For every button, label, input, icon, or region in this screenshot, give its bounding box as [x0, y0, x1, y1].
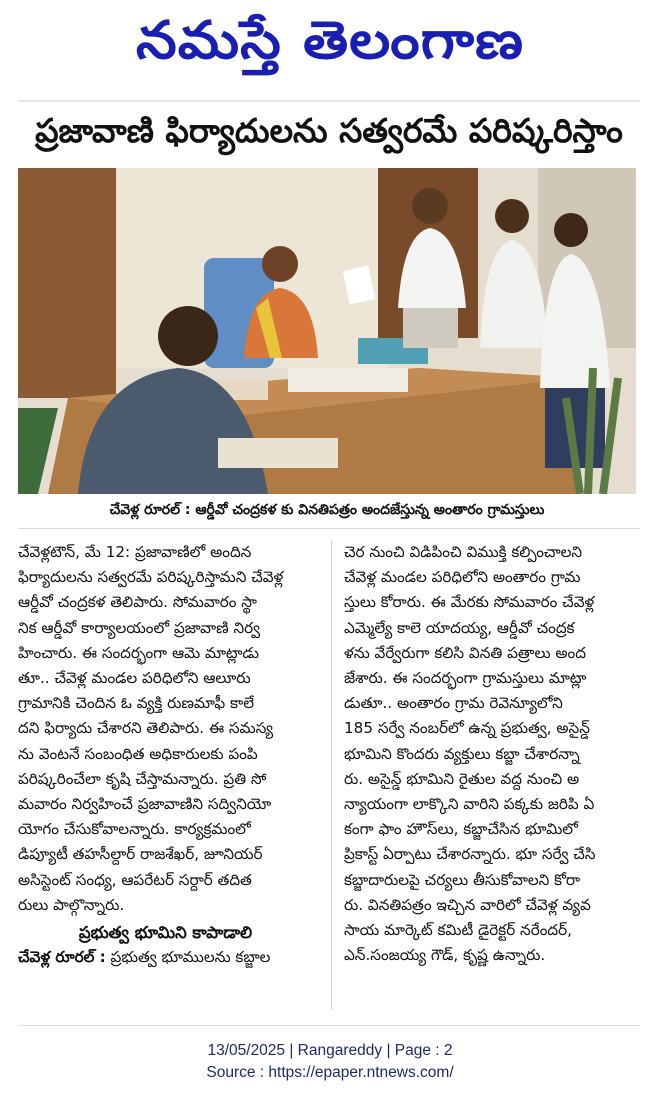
article-line: భూమిని కొందరు వ్యక్తులు కబ్జా చేశారన్నా	[344, 744, 580, 763]
article-line: ఆర్డీవో చంద్రకళ తెలిపారు. సోమవారం స్థా	[18, 593, 257, 612]
article-line: దని ఫిర్యాదు చేశారని తెలిపారు. ఈ సమస్య	[18, 719, 274, 738]
article-line: 185 సర్వే నంబర్‌లో ఉన్న ప్రభుత్వ, అసైన్డ్	[344, 719, 590, 738]
article-line: మవారం నిర్వహించే ప్రజావాణిని సద్వినియో	[18, 795, 272, 814]
article-line: చెర నుంచి విడిపించి విముక్తి కల్పించాలని	[344, 543, 583, 561]
article-line: జేశారు. ఈ సందర్భంగా గ్రామస్తులు మాట్లా	[344, 669, 587, 688]
article-photo	[18, 168, 636, 494]
article-line: ఎమ్మెల్యే కాలె యాదయ్య, ఆర్డీవో చంద్రక	[344, 618, 575, 637]
sub-article-text: ప్రభుత్వ భూములను కబ్జాల	[105, 948, 271, 967]
article-line: చేవెళ్లటౌన్, మే 12: ప్రజావాణిలో అందిన	[18, 543, 252, 561]
office-scene-illustration	[18, 168, 636, 494]
article-line: రు. అసైన్డ్ భూమిని రైతుల వద్ద నుంచి అ	[344, 769, 580, 788]
footer-edition-info: 13/05/2025 | Rangareddy | Page : 2	[207, 1042, 453, 1059]
article-line: యోగం చేసుకోవాలన్నారు. కార్యక్రమంలో	[18, 820, 251, 839]
article-line: నిక ఆర్డీవో కార్యాలయంలో ప్రజావాణి నిర్వ	[18, 618, 261, 637]
article-line: హించారు. ఈ సందర్భంగా ఆమె మాట్లాడు	[18, 643, 260, 662]
masthead-title: నమస్తే తెలంగాణ	[136, 8, 524, 70]
article-line: తూ.. చేవెళ్ల మండల పరిధిలోని ఆలూరు	[18, 669, 251, 688]
article-line: కంగా ఫాం హౌస్‌లు, కబ్జాచేసిన భూమిలో	[344, 820, 578, 839]
footer-source-link[interactable]: Source : https://epaper.ntnews.com/	[206, 1064, 454, 1081]
article-line: డిప్యూటీ తహసీల్దార్ రాజశేఖర్, జూనియర్	[18, 845, 263, 864]
article-line: స్తులు కోరారు. ఈ మేరకు సోమవారం చేవెళ్ల	[344, 593, 595, 612]
article-line: రు. వినతిపత్రం ఇచ్చిన వారిలో చేవెళ్ల వ్యవ	[344, 895, 591, 914]
sub-article-dateline: చేవెళ్ల రూరల్ :	[18, 948, 106, 967]
article-column-right	[344, 540, 639, 968]
photo-caption: చేవెళ్ల రూరల్ : ఆర్డీవో చంద్రకళ కు వినతిపత్రం అందజేస్తున్న అంతారం గ్రామస్తులు	[109, 501, 545, 518]
column-divider	[331, 540, 332, 1010]
article-line: న్యాయంగా లాక్కొని వారిని పక్కకు జరిపి ఏ	[344, 795, 595, 814]
article-line: రులు పాల్గొన్నారు.	[18, 895, 125, 914]
article-line: ఫిర్యాదులను సత్వరమే పరిష్కరిస్తామని చేవెళ్ల	[18, 568, 284, 587]
article-line: డుతూ.. అంతారం గ్రామ రెవెన్యూలోని	[344, 694, 563, 713]
article-line: కబ్జాదారులపై చర్యలు తీసుకోవాలని కోరా	[344, 870, 581, 889]
page-footer	[0, 1040, 660, 1084]
article-line: సాయ మార్కెట్ కమిటీ డైరెక్టర్ నరేందర్,	[344, 921, 572, 940]
article-headline: ప్రజావాణి ఫిర్యాదులను సత్వరమే పరిష్కరిస్తాం	[35, 110, 623, 150]
article-column-left	[18, 540, 313, 970]
article-line: చేవెళ్ల మండల పరిధిలోని అంతారం గ్రామ	[344, 568, 581, 587]
article-line: ళను వేర్వేరుగా కలిసి వినతి పత్రాలు అంద	[344, 643, 586, 662]
article-line: ప్రికాస్ట్ ఏర్పాటు చేశారన్నారు. భూ సర్వే చేసి	[344, 845, 596, 864]
sub-article-heading: ప్రభుత్వ భూమిని కాపాడాలి	[78, 923, 253, 943]
article-line: అసిస్టెంట్ సంధ్య, ఆపరేటర్ సర్దార్ తదిత	[18, 870, 252, 889]
article-line: గ్రామానికి చెందిన ఓ వ్యక్తి రుణమాఫీ కాలే	[18, 694, 254, 713]
article-line: ను వెంటనే సంబంధిత అధికారులకు పంపి	[18, 744, 258, 763]
sub-article-first-line	[18, 945, 313, 970]
masthead-divider	[18, 100, 640, 102]
article-line: ఎన్.సంజయ్య గౌడ్, కృష్ణ ఉన్నారు.	[344, 946, 546, 965]
newspaper-masthead	[0, 0, 660, 92]
caption-divider	[18, 528, 640, 529]
footer-divider	[18, 1025, 640, 1026]
article-line: పరిష్కరించేలా కృషి చేస్తామన్నారు. ప్రతి సో	[18, 769, 267, 788]
